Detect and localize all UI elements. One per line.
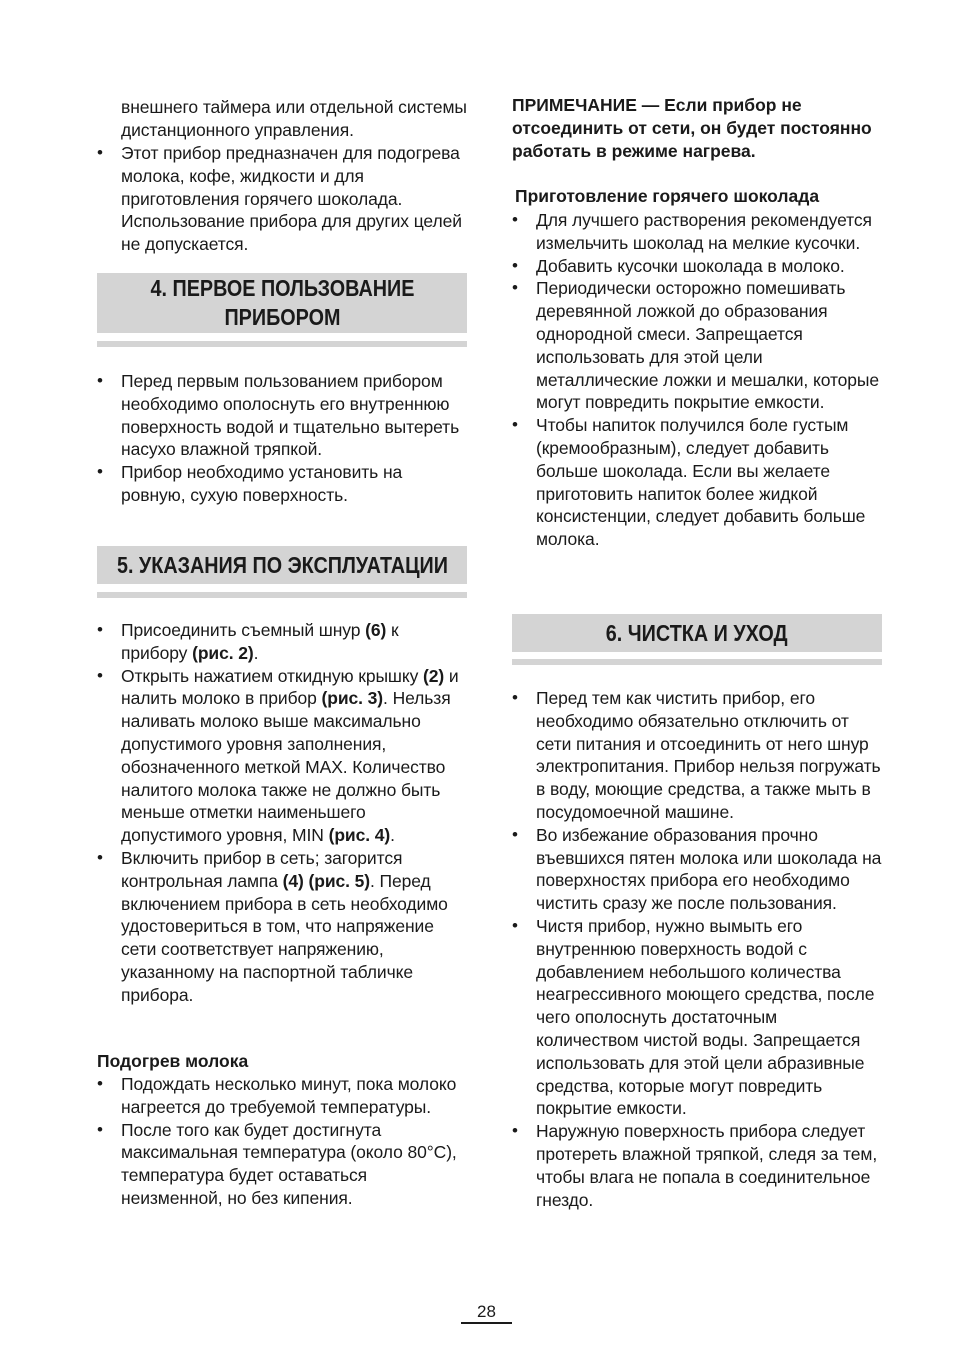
ref-label: (6): [365, 620, 387, 640]
list-item: • Прибор необходимо установить на ровную, сухую поверхность.: [97, 461, 467, 507]
section-5-title: 5. УКАЗАНИЯ ПО ЭКСПЛУАТАЦИИ: [116, 551, 448, 578]
intro-list: [97, 142, 467, 256]
text: . Нельзя наливать молоко выше максимально допустимого уровня заполнения, обозначенного меткой MAX. Количество налитого молока также не должно быть меньше отметки наименьшего допустимого уровня, MIN: [121, 688, 451, 846]
section-4-title-line1: 4. ПЕРВОЕ ПОЛЬЗОВАНИЕ: [150, 275, 414, 301]
list-item: [97, 619, 467, 665]
ref-label: (2): [423, 665, 445, 686]
list-item: • Добавить кусочки шоколада в молоко.: [512, 255, 882, 278]
list-item: • Чтобы напиток получился боле густым (кремообразным), следует добавить больше шоколада. Если вы желаете приготовить напиток более жидкой консистенции, следует добавить больше молока.: [512, 414, 882, 551]
text: Включить прибор в сеть; загорится контрольная лампа: [121, 847, 403, 891]
section-6-rule: [512, 659, 882, 665]
list-item: [97, 665, 467, 847]
section-6-title: 6. ЧИСТКА И УХОД: [606, 619, 788, 646]
text: и налить молоко в прибор: [121, 665, 459, 709]
heating-subheading: Подогрев молока: [97, 1051, 249, 1071]
list-item: • Во избежание образования прочно въевшихся пятен молока или шоколада на поверхностях прибора его необходимо чистить сразу же после пользования.: [512, 824, 882, 915]
note-block: ПРИМЕЧАНИЕ — Если прибор не отсоединить от сети, он будет постоянно работать в режиме нагрева.: [512, 95, 872, 161]
text: . Перед включением прибора в сеть необходимо удостовериться в том, что напряжение сети соответствует напряжению, указанному на паспортной табличке прибора.: [121, 870, 448, 1005]
section-4-heading: [97, 273, 467, 333]
page-number: 28: [477, 1302, 496, 1321]
heating-list: [97, 1073, 467, 1210]
figure-ref: (рис. 4): [328, 825, 391, 846]
section-6-list: [512, 687, 882, 1211]
text: Присоединить съемный шнур: [121, 620, 366, 640]
chocolate-subheading: Приготовление горячего шоколада: [515, 186, 820, 206]
intro-continuation: внешнего таймера или отдельной системы дистанционного управления.: [121, 97, 467, 140]
text: .: [253, 642, 259, 663]
list-item: • После того как будет достигнута максимальная температура (около 80°C), температура будет оставаться неизменной, но без кипения.: [97, 1119, 467, 1210]
section-5-list: [97, 619, 467, 1007]
section-6-heading: [512, 614, 882, 652]
list-item: • Чистя прибор, нужно вымыть его внутреннюю поверхность водой с добавлением небольшого количества неагрессивного моющего средства, после чего ополоснуть достаточным количеством чистой воды. Запрещается использовать для этой цели абразивные средства, которые могут повредить покрытие емкости.: [512, 915, 882, 1120]
page-number-rule: [461, 1322, 512, 1324]
list-item: • Наружную поверхность прибора следует протереть влажной тряпкой, следя за тем, чтобы влага не попала в соединительное гнездо.: [512, 1120, 882, 1211]
section-4-title-line2: ПРИБОРОМ: [223, 304, 341, 330]
section-5-rule: [97, 592, 467, 598]
list-item: • Для лучшего растворения рекомендуется измельчить шоколад на мелкие кусочки.: [512, 209, 882, 255]
section-4-list: [97, 370, 467, 507]
list-item: • Подождать несколько минут, пока молоко нагреется до требуемой температуры.: [97, 1073, 467, 1119]
text: Открыть нажатием откидную крышку: [121, 665, 424, 686]
figure-ref: (4) (рис. 5): [282, 870, 370, 891]
text: .: [390, 825, 395, 846]
list-item: • Перед первым пользованием прибором необходимо ополоснуть его внутреннюю поверхность водой и тщательно вытереть насухо влажной тряпкой.: [97, 370, 467, 461]
chocolate-list: [512, 209, 882, 551]
section-4-rule: [97, 341, 467, 347]
figure-ref: (рис. 3): [321, 688, 384, 709]
text: к прибору: [121, 620, 399, 663]
list-item: • Периодически осторожно помешивать деревянной ложкой до образования однородной смеси. Запрещается использовать для этой цели металлические ложки и мешалки, которые могут повредить покрытие емкости.: [512, 277, 882, 414]
section-5-heading: [97, 546, 467, 584]
list-item: [97, 847, 467, 1007]
list-item: • Этот прибор предназначен для подогрева молока, кофе, жидкости и для приготовления горячего шоколада. Использование прибора для других целей не допускается.: [97, 142, 467, 256]
list-item: • Перед тем как чистить прибор, его необходимо обязательно отключить от сети питания и отсоединить от него шнур электропитания. Прибор нельзя погружать в воду, моющие средства, а также мыть в посудомоечной машине.: [512, 687, 882, 824]
figure-ref: (рис. 2): [192, 642, 254, 663]
